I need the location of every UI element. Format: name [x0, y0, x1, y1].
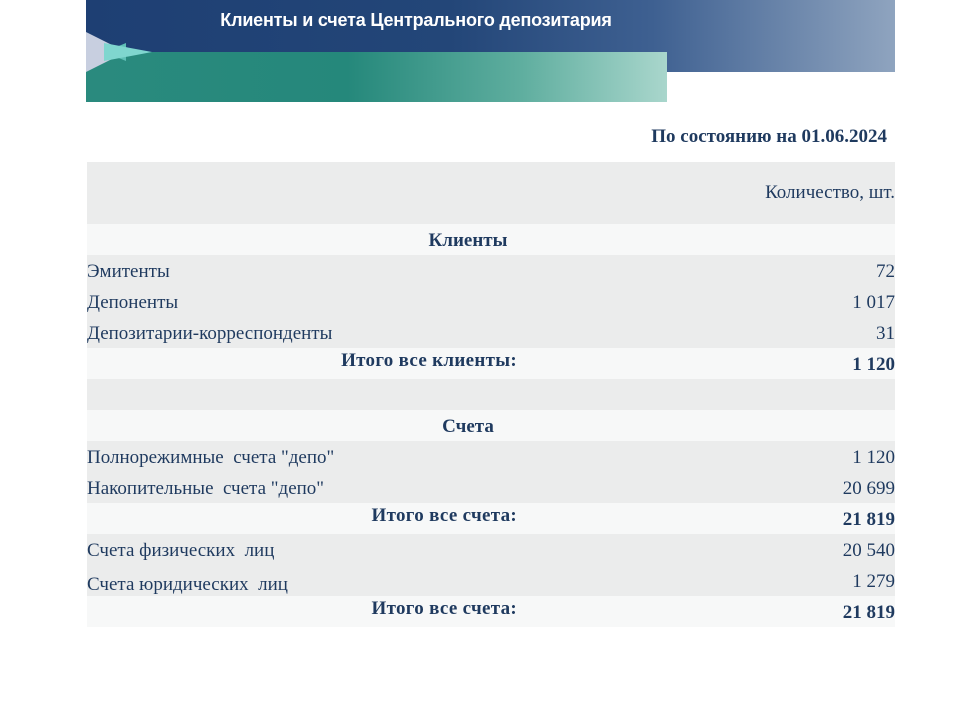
- section-header-accounts: [87, 410, 895, 441]
- row-value-issuers: 72: [876, 261, 895, 282]
- row-value-legal-entity-accounts: 1 279: [852, 571, 895, 592]
- table-row: [87, 565, 895, 596]
- clients-accounts-table: [87, 162, 895, 627]
- section-header-clients: [87, 224, 895, 255]
- page-title: Клиенты и счета Центрального депозитария: [220, 10, 612, 30]
- banner-arrow-icon: [104, 43, 152, 61]
- total-label-clients: Итого все клиенты:: [341, 350, 517, 371]
- row-label-correspondent-depositories: Депозитарии-корреспонденты: [87, 323, 333, 344]
- total-value-clients: 1 120: [852, 354, 895, 375]
- row-label-individual-accounts: Счета физических лиц: [87, 540, 275, 561]
- total-value-accounts: 21 819: [842, 509, 895, 530]
- table-header-row: [87, 162, 895, 224]
- row-label-issuers: Эмитенты: [87, 261, 170, 282]
- total-value-accounts-by-holder: 21 819: [842, 602, 895, 623]
- table-row: [87, 534, 895, 565]
- section-title-accounts: Счета: [442, 416, 494, 437]
- row-value-individual-accounts: 20 540: [842, 540, 895, 561]
- row-label-depositors: Депоненты: [87, 292, 179, 313]
- row-value-depositors: 1 017: [852, 292, 895, 313]
- total-row-clients: [87, 348, 895, 379]
- spacer-row: [87, 379, 895, 410]
- row-label-full-mode-accounts: Полнорежимные счета "депо": [87, 447, 335, 468]
- table-row: [87, 255, 895, 286]
- table-row: [87, 317, 895, 348]
- total-label-accounts: Итого все счета:: [371, 505, 517, 526]
- section-title-clients: Клиенты: [428, 230, 508, 251]
- table-row: [87, 441, 895, 472]
- row-value-full-mode-accounts: 1 120: [852, 447, 895, 468]
- as-of-date: По состоянию на 01.06.2024: [651, 126, 887, 147]
- header-banner-teal-stripe: [86, 52, 667, 102]
- row-value-accumulative-accounts: 20 699: [842, 478, 895, 499]
- total-row-accounts-by-holder: [87, 596, 895, 627]
- table-row: [87, 472, 895, 503]
- table-row: [87, 286, 895, 317]
- total-row-accounts: [87, 503, 895, 534]
- total-label-accounts-by-holder: Итого все счета:: [371, 598, 517, 619]
- row-value-correspondent-depositories: 31: [876, 323, 895, 344]
- column-header-quantity: Количество, шт.: [765, 182, 895, 203]
- row-label-accumulative-accounts: Накопительные счета "депо": [87, 478, 325, 499]
- row-label-legal-entity-accounts: Счета юридических лиц: [87, 574, 288, 595]
